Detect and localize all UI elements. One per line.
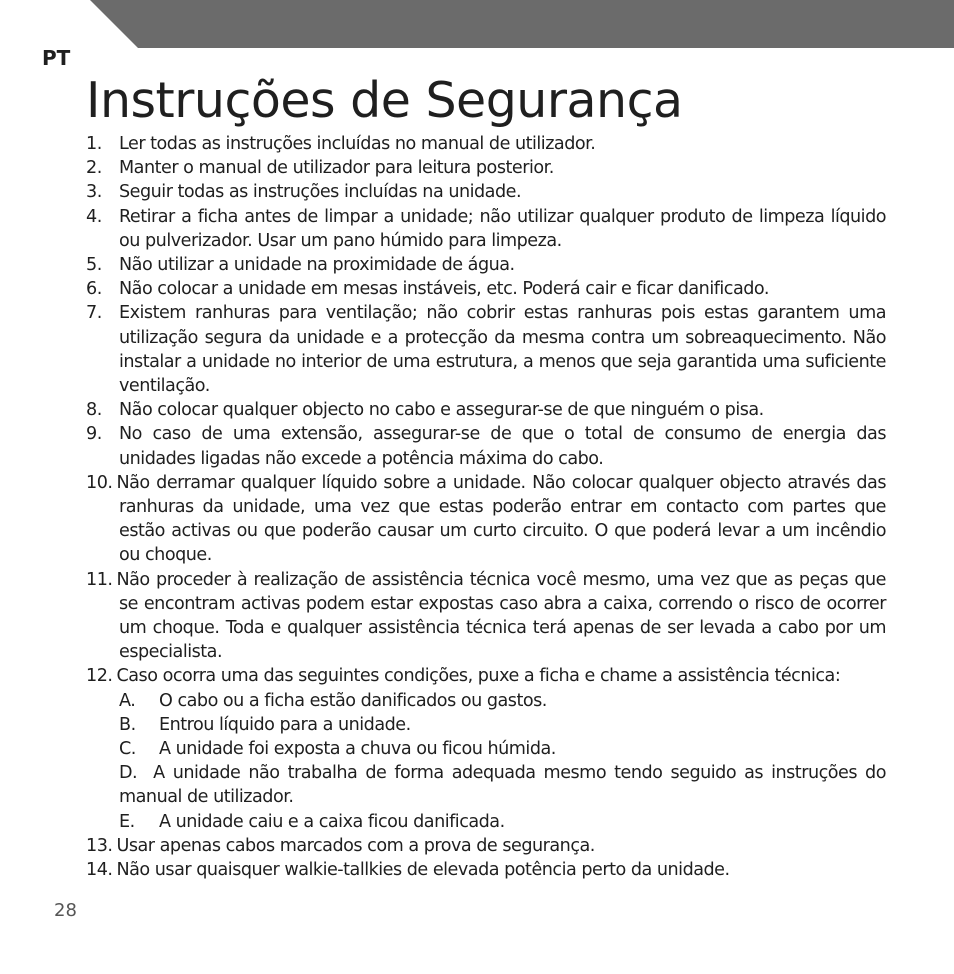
item-text: No caso de uma extensão, assegurar-se de que o total de consumo de energia das unidades ligadas não excede a potência máxima do cabo. xyxy=(119,424,886,469)
sub-item xyxy=(86,713,886,737)
item-text: Seguir todas as instruções incluídas na unidade. xyxy=(119,182,522,203)
item-number: 14. xyxy=(86,860,113,881)
item-text: Não utilizar a unidade na proximidade de água. xyxy=(119,255,515,276)
item-number: 8. xyxy=(86,400,102,421)
sub-item xyxy=(86,689,886,713)
item-text: Não colocar a unidade em mesas instáveis, etc. Poderá cair e ficar danificado. xyxy=(119,279,769,300)
item-number: 2. xyxy=(86,158,102,179)
item-number: 10. xyxy=(86,472,113,493)
item-number: 12. xyxy=(86,666,113,687)
item-text: Não derramar qualquer líquido sobre a unidade. Não colocar qualquer objecto através das ranhuras da unidade, uma vez que estas poderão entrar em contacto com partes que estão activas ou que poderão causar um curto circuito. O que poderá levar a um incêndio ou choque. xyxy=(116,472,886,566)
sub-item-letter: D. xyxy=(119,763,138,784)
sub-item-text: O cabo ou a ficha estão danificados ou gastos. xyxy=(159,690,547,711)
item-text: Existem ranhuras para ventilação; não cobrir estas ranhuras pois estas garantem uma utilização segura da unidade e a protecção da mesma contra um sobreaquecimento. Não instalar a unidade no interior de uma estrutura, a menos que seja garantida uma suficiente ventilação. xyxy=(119,303,886,397)
header-band xyxy=(0,0,954,48)
item-text: Não colocar qualquer objecto no cabo e assegurar-se de que ninguém o pisa. xyxy=(119,400,764,421)
item-number: 3. xyxy=(86,182,102,203)
list-item xyxy=(86,858,886,882)
list-item xyxy=(86,253,886,277)
item-text: Ler todas as instruções incluídas no manual de utilizador. xyxy=(119,134,596,154)
list-item xyxy=(86,422,886,470)
sub-item xyxy=(86,761,886,809)
item-text: Usar apenas cabos marcados com a prova de segurança. xyxy=(116,835,595,856)
sub-item-text: A unidade não trabalha de forma adequada mesmo tendo seguido as instruções do manual de utilizador. xyxy=(119,763,886,808)
list-item xyxy=(86,568,886,665)
sub-item-text: A unidade caiu e a caixa ficou danificada. xyxy=(159,811,505,832)
list-item xyxy=(86,834,886,858)
sub-item xyxy=(86,737,886,761)
item-text: Retirar a ficha antes de limpar a unidade; não utilizar qualquer produto de limpeza líquido ou pulverizador. Usar um pano húmido para limpeza. xyxy=(119,206,886,251)
item-text: Caso ocorra uma das seguintes condições, puxe a ficha e chame a assistência técnica: xyxy=(116,666,841,687)
sub-item xyxy=(86,810,886,834)
item-text: Não proceder à realização de assistência técnica você mesmo, uma vez que as peças que se encontram activas podem estar expostas caso abra a caixa, correndo o risco de ocorrer um choque. Toda e qualquer assistência técnica terá apenas de ser levada a cabo por um especialista. xyxy=(116,569,886,663)
page-number: 28 xyxy=(54,900,77,921)
item-number: 4. xyxy=(86,206,102,227)
page-title: Instruções de Segurança xyxy=(86,72,683,129)
item-number: 6. xyxy=(86,279,102,300)
item-text: Não usar quaisquer walkie-tallkies de elevada potência perto da unidade. xyxy=(116,860,730,881)
item-number: 9. xyxy=(86,424,102,445)
sub-item-letter: C. xyxy=(119,739,136,760)
list-item xyxy=(86,205,886,253)
list-item xyxy=(86,664,886,688)
list-item xyxy=(86,180,886,204)
sub-item-letter: A. xyxy=(119,690,136,711)
language-label: PT xyxy=(42,46,71,70)
item-number: 1. xyxy=(86,134,102,154)
sub-item-letter: E. xyxy=(119,811,135,832)
list-item xyxy=(86,301,886,398)
sub-item-text: Entrou líquido para a unidade. xyxy=(159,714,411,735)
safety-instructions-list xyxy=(86,132,886,882)
item-number: 5. xyxy=(86,255,102,276)
sub-item-letter: B. xyxy=(119,714,136,735)
sub-item-text: A unidade foi exposta a chuva ou ficou húmida. xyxy=(159,739,556,760)
list-item xyxy=(86,132,886,156)
list-item xyxy=(86,277,886,301)
item-text: Manter o manual de utilizador para leitura posterior. xyxy=(119,158,554,179)
list-item xyxy=(86,471,886,568)
item-number: 7. xyxy=(86,303,102,324)
list-item xyxy=(86,156,886,180)
item-number: 13. xyxy=(86,835,113,856)
item-number: 11. xyxy=(86,569,113,590)
list-item xyxy=(86,398,886,422)
